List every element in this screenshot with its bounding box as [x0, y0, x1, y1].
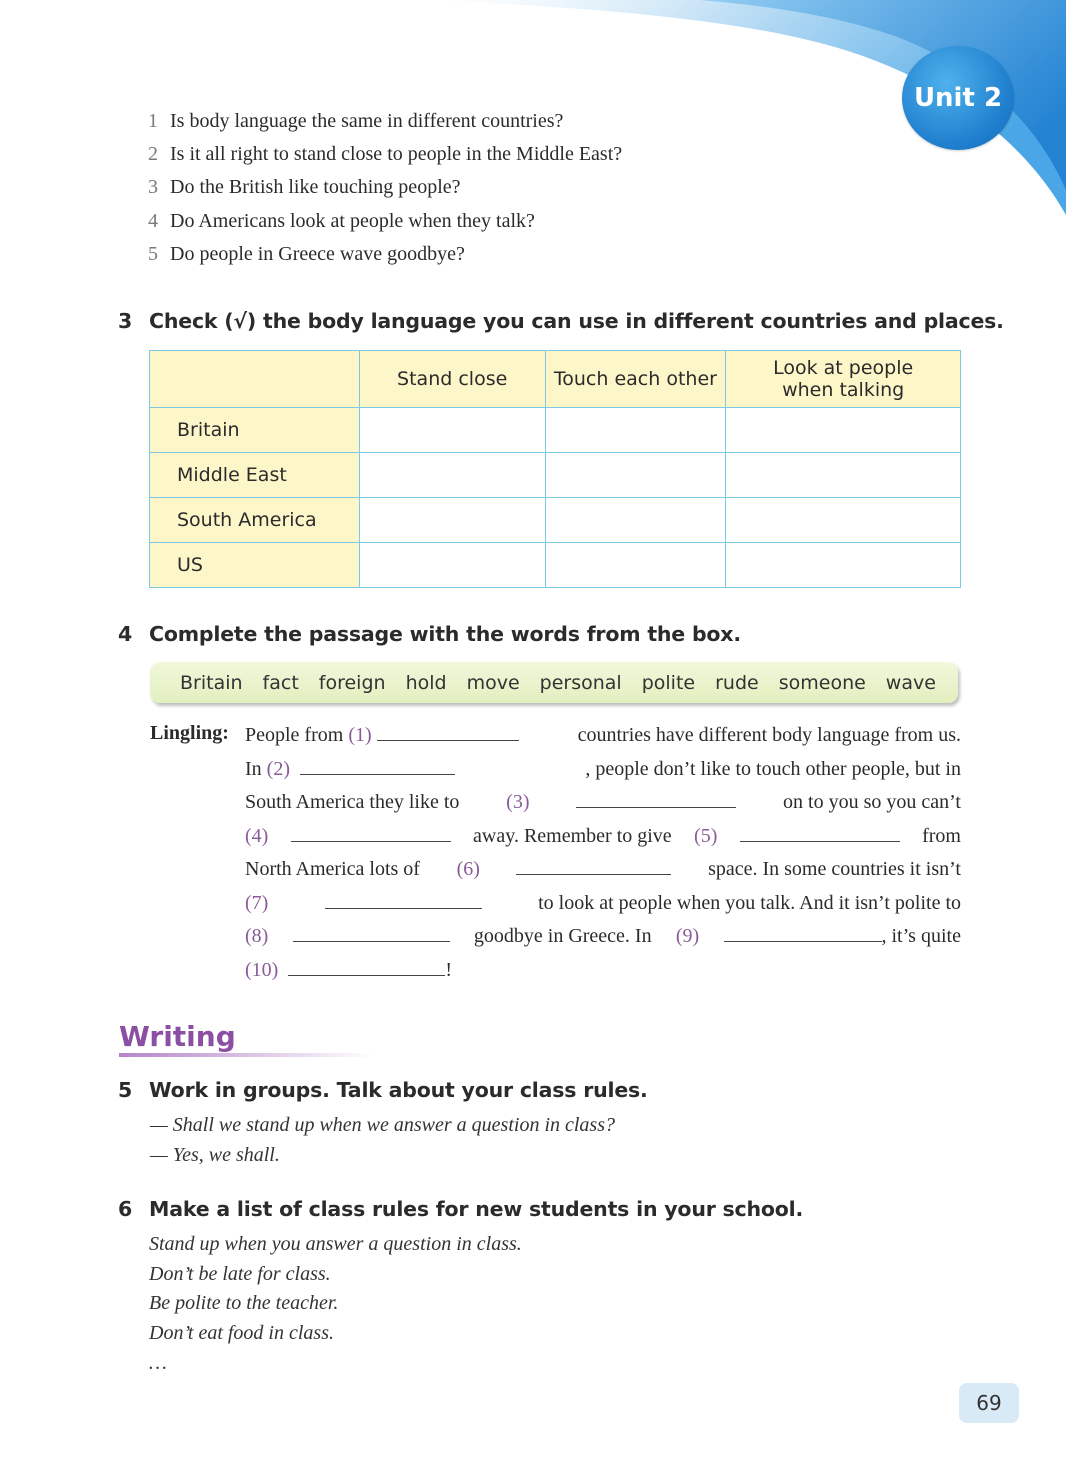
passage-text: space. In some countries it isn’t [708, 858, 961, 880]
passage-text: ! [445, 959, 452, 981]
speaker-label: Lingling: [150, 722, 229, 744]
passage-text: countries have different body language from us. [577, 724, 961, 746]
blank-field[interactable] [740, 823, 900, 842]
word-option: Britain [180, 671, 243, 694]
passage-line [245, 923, 961, 948]
gap-number: (9) [675, 925, 700, 947]
row-label: Britain [150, 408, 360, 453]
question-number: 1 [148, 110, 158, 132]
gap-number: (7) [245, 892, 269, 914]
passage-text: , it’s quite [881, 925, 961, 947]
row-label: Middle East [150, 453, 360, 498]
check-cell[interactable] [726, 543, 961, 588]
gap-number: (3) [506, 791, 530, 813]
dialogue-line: — Shall we stand up when we answer a question in class? [150, 1114, 615, 1136]
word-option: wave [885, 671, 936, 694]
passage-text: People from [245, 724, 344, 746]
word-option: polite [641, 671, 696, 694]
question-text: Is it all right to stand close to people in the Middle East? [170, 143, 623, 165]
passage-line [245, 890, 961, 915]
question-number: 3 [148, 176, 158, 198]
body-language-table [149, 350, 961, 588]
check-cell[interactable] [726, 453, 961, 498]
word-option: hold [405, 671, 447, 694]
exercise-number: 5 [118, 1078, 133, 1102]
rule-line: Stand up when you answer a question in class. [149, 1233, 522, 1255]
question-text: Do the British like touching people? [170, 176, 461, 198]
passage-text: away. Remember to give [473, 825, 672, 847]
blank-field[interactable] [724, 923, 882, 942]
check-cell[interactable] [726, 498, 961, 543]
passage-text: on to you so you can’t [783, 791, 961, 813]
exercise-number: 6 [118, 1197, 133, 1221]
passage-line [245, 957, 961, 982]
exercise-instruction: Complete the passage with the words from the box. [149, 622, 741, 646]
exercise-instruction: Work in groups. Talk about your class rules. [149, 1078, 648, 1102]
word-option: fact [262, 671, 299, 694]
check-cell[interactable] [545, 453, 726, 498]
check-cell[interactable] [726, 408, 961, 453]
word-option: move [466, 671, 520, 694]
blank-field[interactable] [576, 789, 736, 808]
table-row [150, 453, 961, 498]
rule-line: … [149, 1352, 167, 1374]
gap-number: (1) [348, 724, 372, 746]
exercise-3-heading [118, 309, 1004, 333]
passage-line [245, 856, 961, 881]
check-cell[interactable] [545, 543, 726, 588]
row-label: US [150, 543, 360, 588]
word-option: personal [539, 671, 622, 694]
list-item [148, 210, 535, 233]
list-item [148, 176, 461, 199]
column-header-line: when talking [782, 379, 905, 401]
exercise-number: 4 [118, 622, 133, 646]
check-cell[interactable] [359, 453, 545, 498]
exercise-5-heading [118, 1078, 648, 1102]
dialogue-line: — Yes, we shall. [150, 1144, 280, 1166]
blank-field[interactable] [516, 856, 671, 875]
rule-line: Don’t be late for class. [149, 1263, 331, 1285]
exercise-4-heading [118, 622, 741, 646]
word-option: someone [778, 671, 866, 694]
list-item [148, 143, 622, 166]
column-header-line: Look at people [773, 357, 914, 379]
question-number: 5 [148, 243, 158, 265]
blank-field[interactable] [288, 957, 445, 976]
passage-text: goodbye in Greece. In [473, 925, 652, 947]
column-header: Touch each other [545, 351, 726, 408]
gap-number: (6) [456, 858, 480, 880]
gap-number: (5) [694, 825, 718, 847]
writing-section-heading: Writing [119, 1020, 236, 1053]
blank-field[interactable] [291, 823, 451, 842]
gap-number: (2) [266, 758, 290, 780]
check-cell[interactable] [545, 408, 726, 453]
column-header: Stand close [359, 351, 545, 408]
check-cell[interactable] [359, 543, 545, 588]
passage-line [245, 756, 961, 781]
table-row [150, 408, 961, 453]
blank-field[interactable] [300, 756, 455, 775]
exercise-6-heading [118, 1197, 803, 1221]
check-cell[interactable] [359, 408, 545, 453]
column-header [726, 351, 961, 408]
rule-line: Don’t eat food in class. [149, 1322, 334, 1344]
question-text: Do people in Greece wave goodbye? [170, 243, 465, 265]
passage-text: North America lots of [245, 858, 420, 880]
question-number: 4 [148, 210, 158, 232]
blank-field[interactable] [377, 722, 519, 741]
passage-text: to look at people when you talk. And it isn’t polite to [538, 892, 961, 914]
gap-number: (4) [245, 825, 269, 847]
rule-line: Be polite to the teacher. [149, 1292, 339, 1314]
check-cell[interactable] [359, 498, 545, 543]
blank-field[interactable] [325, 890, 482, 909]
word-box [150, 662, 958, 703]
check-cell[interactable] [545, 498, 726, 543]
row-label: South America [150, 498, 360, 543]
writing-underline-decoration [119, 1053, 374, 1057]
question-number: 2 [148, 143, 158, 165]
gap-number: (8) [245, 925, 269, 947]
list-item [148, 243, 465, 266]
passage-text: In [245, 758, 262, 780]
word-option: foreign [318, 671, 386, 694]
table-row [150, 543, 961, 588]
exercise-number: 3 [118, 309, 133, 333]
unit-badge: Unit 2 [902, 46, 1014, 150]
passage-line [245, 722, 961, 747]
passage-line [245, 823, 961, 848]
page-number: 69 [959, 1383, 1019, 1423]
passage-line [245, 789, 961, 814]
passage-text: from [922, 825, 961, 847]
table-row [150, 498, 961, 543]
gap-number: (10) [245, 959, 279, 981]
exercise-instruction: Check (√) the body language you can use in different countries and places. [149, 309, 1004, 333]
word-option: rude [715, 671, 759, 694]
list-item [148, 110, 563, 133]
blank-field[interactable] [293, 923, 450, 942]
passage-text: , people don’t like to touch other people, but in [585, 758, 961, 780]
question-text: Is body language the same in different countries? [170, 110, 564, 132]
passage-text: South America they like to [245, 791, 460, 813]
table-header-row [150, 351, 961, 408]
table-corner-cell [150, 351, 360, 408]
exercise-instruction: Make a list of class rules for new students in your school. [149, 1197, 804, 1221]
question-text: Do Americans look at people when they talk? [170, 210, 535, 232]
